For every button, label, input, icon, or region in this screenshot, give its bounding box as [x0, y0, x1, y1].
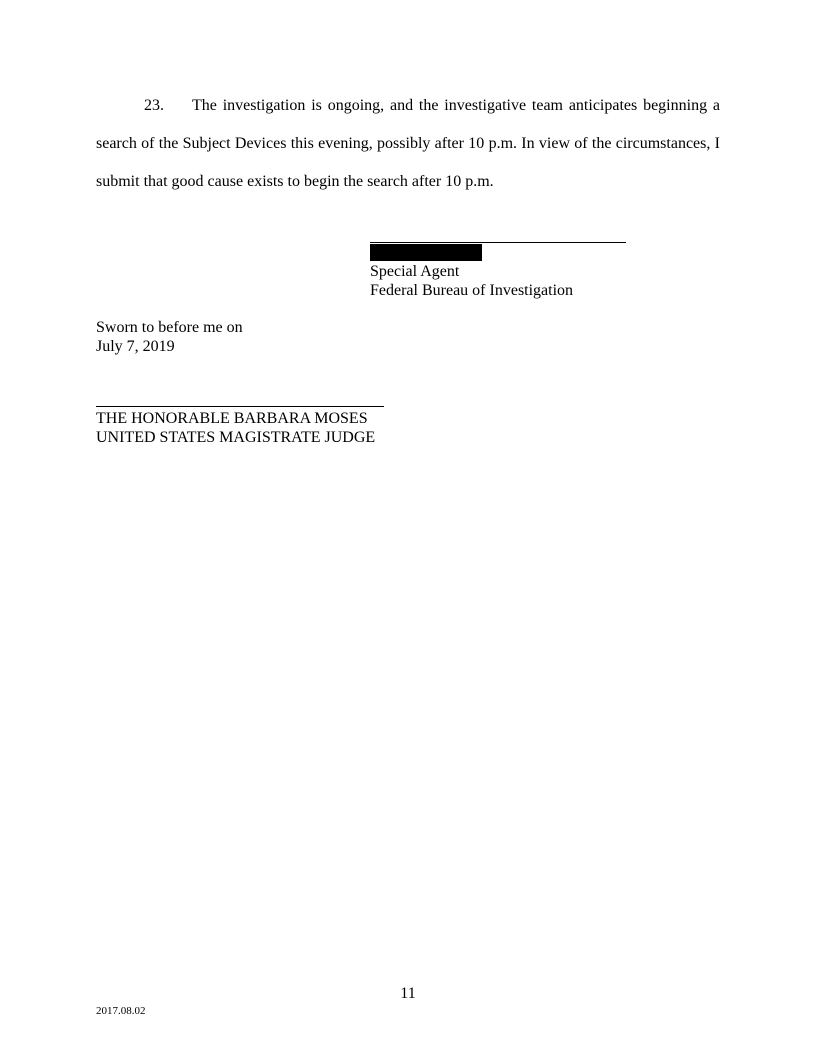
- paragraph-number: 23.: [144, 97, 164, 114]
- paragraph-text-line-1: The investigation is ongoing, and the investigative team anticipates beginning a: [192, 97, 720, 114]
- redacted-affiant-name: [370, 244, 482, 261]
- judge-title: UNITED STATES MAGISTRATE JUDGE: [96, 429, 376, 446]
- judge-name: THE HONORABLE BARBARA MOSES: [96, 410, 368, 427]
- affiant-agency: Federal Bureau of Investigation: [370, 282, 574, 299]
- sworn-statement: Sworn to before me on: [96, 319, 243, 336]
- paragraph-line-1: [96, 96, 720, 116]
- sworn-date: July 7, 2019: [96, 338, 175, 355]
- document-version-code: 2017.08.02: [96, 1005, 146, 1017]
- paragraph-line-2: search of the Subject Devices this evening, possibly after 10 p.m. In view of the circumstances, I: [96, 135, 720, 152]
- affiant-signature-line: [370, 242, 626, 243]
- judge-signature-line: [96, 406, 384, 407]
- paragraph-line-3: submit that good cause exists to begin the search after 10 p.m.: [96, 173, 494, 190]
- affiant-title: Special Agent: [370, 263, 460, 280]
- page-number: 11: [400, 985, 416, 1002]
